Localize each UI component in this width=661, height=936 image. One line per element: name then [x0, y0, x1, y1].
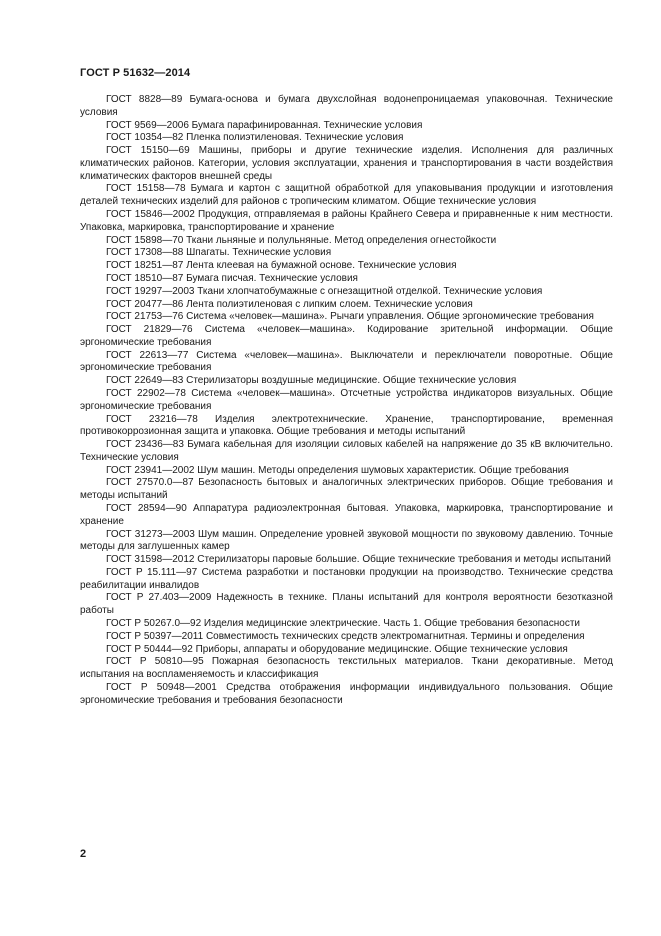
reference-entry: ГОСТ 20477—86 Лента полиэтиленовая с липким слоем. Технические условия	[106, 298, 473, 310]
reference-entry: ГОСТ 18510—87 Бумага писчая. Технические условия	[106, 272, 358, 284]
reference-entry: ГОСТ Р 50810—95 Пожарная безопасность текстильных материалов. Ткани декоративные. Метод испытания на воспламеняемость и классификация	[80, 656, 613, 681]
reference-entry: ГОСТ 15150—69 Машины, приборы и другие технические изделия. Исполнения для различных климатических районов. Категории, условия эксплуатации, хранения и транспортирования в части воздействия климатических факторов внешней среды	[80, 145, 613, 182]
reference-entry: ГОСТ Р 50397—2011 Совместимость технических средств электромагнитная. Термины и определения	[106, 630, 585, 642]
references-list	[80, 94, 613, 708]
reference-entry: ГОСТ 15158—78 Бумага и картон с защитной обработкой для упаковывания продукции и изготовления деталей технических изделий для районов с тропическим климатом. Общие технические условия	[80, 183, 613, 208]
reference-entry: ГОСТ 22902—78 Система «человек—машина». Отсчетные устройства индикаторов визуальных. Общие эргономические требования	[80, 387, 613, 412]
reference-entry: ГОСТ 17308—88 Шпагаты. Технические условия	[106, 247, 332, 259]
reference-entry: ГОСТ 21829—76 Система «человек—машина». Кодирование зрительной информации. Общие эргономические требования	[80, 324, 613, 348]
reference-entry: ГОСТ Р 50267.0—92 Изделия медицинские электрические. Часть 1. Общие требования безопасности	[106, 618, 580, 630]
reference-entry: ГОСТ 28594—90 Аппаратура радиоэлектронная бытовая. Упаковка, маркировка, транспортирование и хранение	[80, 503, 613, 527]
page-number: 2	[80, 848, 87, 860]
reference-entry: ГОСТ 15898—70 Ткани льняные и полульняные. Метод определения огнестойкости	[106, 234, 497, 246]
reference-entry: ГОСТ 23216—78 Изделия электротехнические. Хранение, транспортирование, временная противокоррозионная защита и упаковка. Общие требования и методы испытаний	[80, 413, 613, 438]
page-header: ГОСТ Р 51632—2014	[80, 67, 191, 79]
reference-entry: ГОСТ 22649—83 Стерилизаторы воздушные медицинские. Общие технические условия	[106, 375, 517, 387]
reference-entry: ГОСТ 15846—2002 Продукция, отправляемая в районы Крайнего Севера и приравненные к ним местности. Упаковка, маркировка, транспортирование и хранение	[80, 209, 613, 233]
reference-entry: ГОСТ Р 15.111—97 Система разработки и постановки продукции на производство. Технические средства реабилитации инвалидов	[80, 566, 613, 591]
reference-entry: ГОСТ 8828—89 Бумага-основа и бумага двухслойная водонепроницаемая упаковочная. Технические условия	[80, 94, 613, 118]
reference-entry: ГОСТ 21753—76 Система «человек—машина». Рычаги управления. Общие эргономические требования	[106, 311, 594, 323]
reference-entry: ГОСТ Р 27.403—2009 Надежность в технике. Планы испытаний для контроля вероятности безотказной работы	[80, 592, 613, 617]
reference-entry: ГОСТ 31273—2003 Шум машин. Определение уровней звуковой мощности по звуковому давлению. Точные методы для заглушенных камер	[80, 528, 613, 553]
reference-entry: ГОСТ 23941—2002 Шум машин. Методы определения шумовых характеристик. Общие требования	[106, 464, 569, 476]
reference-entry: ГОСТ Р 50444—92 Приборы, аппараты и оборудование медицинские. Общие технические условия	[106, 643, 568, 655]
reference-entry: ГОСТ 27570.0—87 Безопасность бытовых и аналогичных электрических приборов. Общие требования и методы испытаний	[80, 477, 613, 502]
reference-entry: ГОСТ 31598—2012 Стерилизаторы паровые большие. Общие технические требования и методы испытаний	[106, 554, 611, 566]
reference-entry: ГОСТ Р 50948—2001 Средства отображения информации индивидуального пользования. Общие эргономические требования и требования безопасности	[80, 681, 613, 706]
reference-entry: ГОСТ 19297—2003 Ткани хлопчатобумажные с огнезащитной отделкой. Технические условия	[106, 285, 543, 297]
reference-entry: ГОСТ 18251—87 Лента клеевая на бумажной основе. Технические условия	[106, 260, 457, 272]
reference-entry: ГОСТ 10354—82 Пленка полиэтиленовая. Технические условия	[106, 132, 404, 144]
reference-entry: ГОСТ 23436—83 Бумага кабельная для изоляции силовых кабелей на напряжение до 35 кВ включительно. Технические условия	[80, 439, 613, 463]
reference-entry: ГОСТ 22613—77 Система «человек—машина». Выключатели и переключатели поворотные. Общие эргономические требования	[80, 349, 613, 374]
reference-entry: ГОСТ 9569—2006 Бумага парафинированная. Технические условия	[106, 119, 423, 131]
